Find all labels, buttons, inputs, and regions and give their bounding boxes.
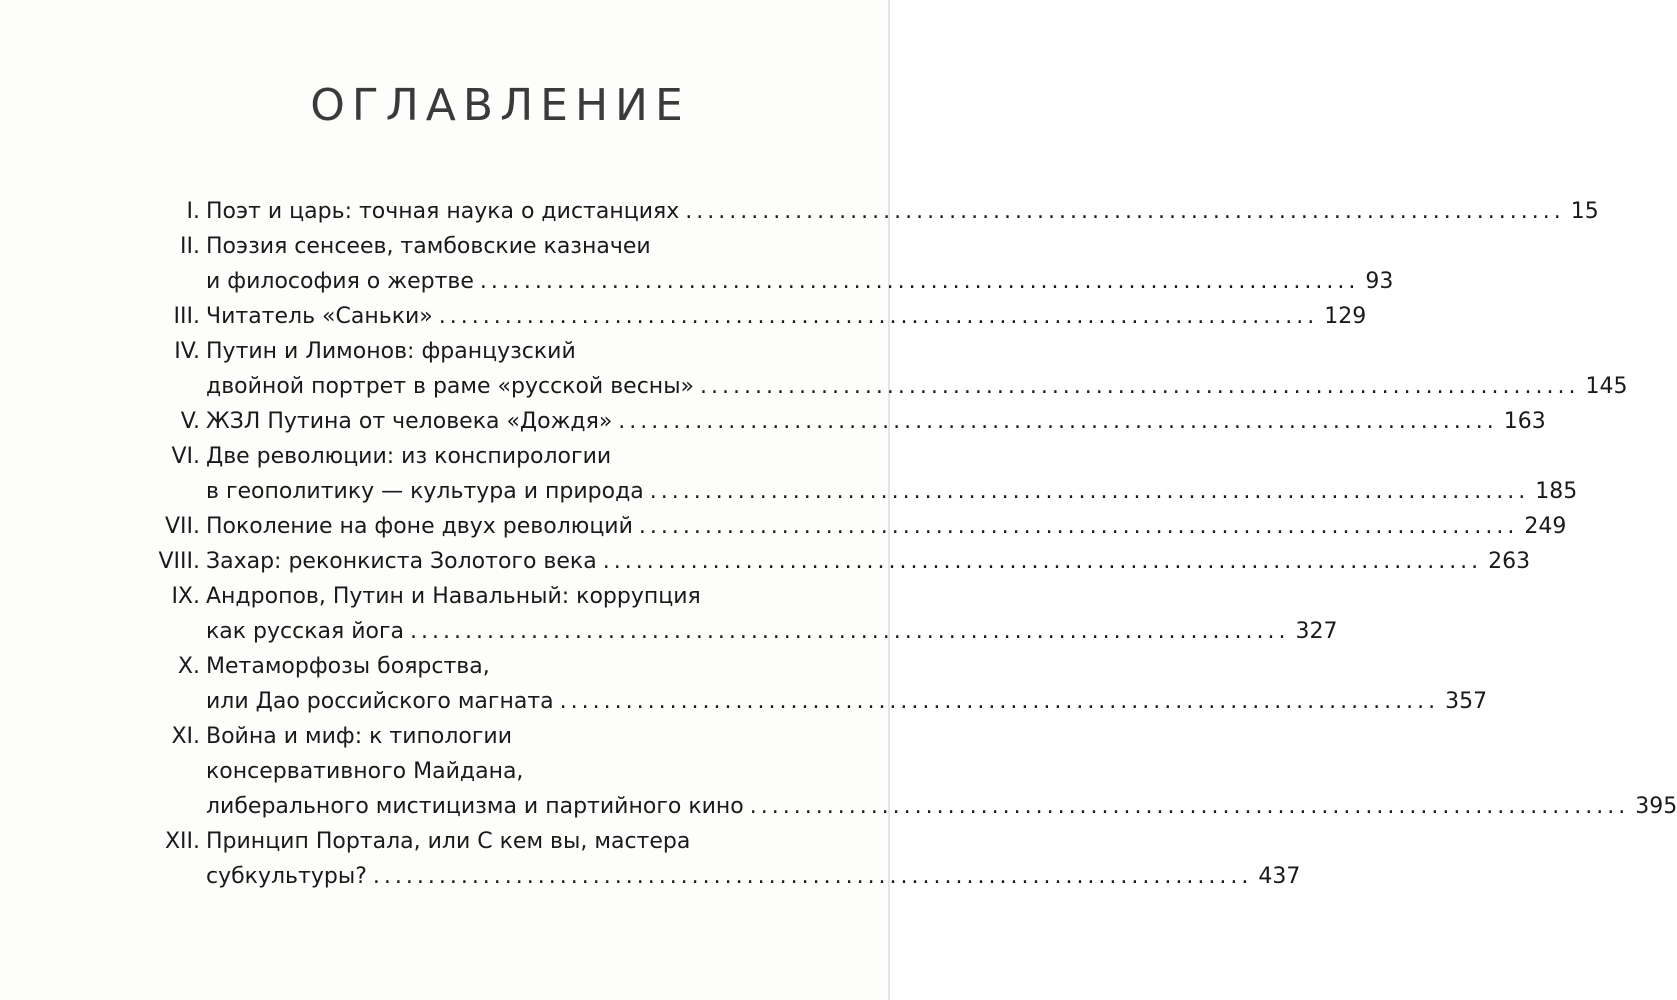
page-number: 263 bbox=[1488, 549, 1531, 574]
chapter-title-line: и философия о жертве bbox=[206, 269, 474, 294]
toc-entry bbox=[0, 544, 1531, 579]
toc-line bbox=[0, 299, 1367, 334]
toc-entry bbox=[0, 229, 1394, 299]
chapter-title-line: консервативного Майдана, bbox=[206, 759, 524, 784]
chapter-title-line: Две революции: из конспирологии bbox=[206, 444, 612, 469]
page-number: 145 bbox=[1585, 374, 1628, 399]
dot-leader: ................................................................................ bbox=[559, 689, 1440, 714]
page-number: 249 bbox=[1524, 514, 1567, 539]
page-number: 395 bbox=[1635, 794, 1677, 819]
toc-line bbox=[0, 334, 1000, 369]
dot-leader: ................................................................................ bbox=[479, 269, 1360, 294]
chapter-title-line: ЖЗЛ Путина от человека «Дождя» bbox=[206, 409, 613, 434]
toc-line bbox=[0, 754, 1000, 789]
toc-line bbox=[0, 824, 1000, 859]
toc-entry bbox=[0, 299, 1367, 334]
toc-line bbox=[0, 789, 1677, 824]
page-number: 93 bbox=[1365, 269, 1394, 294]
toc-entry bbox=[0, 719, 1677, 824]
toc-entry bbox=[0, 404, 1546, 439]
chapter-title-line: двойной портрет в раме «русской весны» bbox=[206, 374, 695, 399]
dot-leader: ................................................................................ bbox=[618, 409, 1498, 434]
toc-entry bbox=[0, 509, 1567, 544]
chapter-number: IX. bbox=[171, 584, 200, 609]
dot-leader: ................................................................................ bbox=[649, 479, 1530, 504]
toc-entry bbox=[0, 194, 1599, 229]
toc-entry bbox=[0, 579, 1338, 649]
chapter-title-line: Андропов, Путин и Навальный: коррупция bbox=[206, 584, 701, 609]
chapter-title-line: Метаморфозы боярства, bbox=[206, 654, 490, 679]
chapter-title-line: Поколение на фоне двух революций bbox=[206, 514, 633, 539]
dot-leader: ................................................................................ bbox=[372, 864, 1253, 889]
dot-leader: ................................................................................ bbox=[749, 794, 1630, 819]
chapter-number: X. bbox=[177, 654, 200, 679]
chapter-number: I. bbox=[186, 199, 200, 224]
chapter-title-line: Принцип Портала, или С кем вы, мастера bbox=[206, 829, 691, 854]
toc-entry bbox=[0, 334, 1628, 404]
toc-line bbox=[0, 649, 1000, 684]
dot-leader: ................................................................................ bbox=[602, 549, 1483, 574]
toc-entry bbox=[0, 439, 1578, 509]
chapter-title-line: субкультуры? bbox=[206, 864, 367, 889]
page-number: 327 bbox=[1295, 619, 1338, 644]
page-number: 357 bbox=[1445, 689, 1488, 714]
toc-line bbox=[0, 544, 1531, 579]
dot-leader: ................................................................................ bbox=[700, 374, 1580, 399]
toc-line bbox=[0, 509, 1567, 544]
toc-line bbox=[0, 614, 1338, 649]
toc-line bbox=[0, 264, 1394, 299]
page-number: 437 bbox=[1258, 864, 1301, 889]
chapter-number: III. bbox=[173, 304, 200, 329]
chapter-title-line: Читатель «Саньки» bbox=[206, 304, 433, 329]
chapter-number: VI. bbox=[171, 444, 200, 469]
chapter-title-line: Путин и Лимонов: французский bbox=[206, 339, 576, 364]
chapter-title-line: Поэт и царь: точная наука о дистанциях bbox=[206, 199, 680, 224]
toc-line bbox=[0, 684, 1488, 719]
toc-line bbox=[0, 859, 1301, 894]
page-title: ОГЛАВЛЕНИЕ bbox=[310, 80, 690, 131]
chapter-number: V. bbox=[180, 409, 200, 434]
page-number: 15 bbox=[1570, 199, 1599, 224]
toc-line bbox=[0, 579, 1000, 614]
toc-line bbox=[0, 719, 1000, 754]
page-number: 163 bbox=[1503, 409, 1546, 434]
chapter-title-line: либерального мистицизма и партийного кино bbox=[206, 794, 744, 819]
chapter-number: VIII. bbox=[158, 549, 200, 574]
chapter-number: II. bbox=[180, 234, 200, 259]
dot-leader: ................................................................................ bbox=[685, 199, 1565, 224]
chapter-title-line: Поэзия сенсеев, тамбовские казначеи bbox=[206, 234, 651, 259]
chapter-title-line: или Дао российского магната bbox=[206, 689, 554, 714]
page-number: 129 bbox=[1324, 304, 1367, 329]
chapter-number: XI. bbox=[171, 724, 200, 749]
dot-leader: ................................................................................ bbox=[638, 514, 1519, 539]
toc-line bbox=[0, 404, 1546, 439]
chapter-title-line: Захар: реконкиста Золотого века bbox=[206, 549, 597, 574]
table-of-contents bbox=[0, 194, 1677, 894]
chapter-number: XII. bbox=[164, 829, 200, 854]
chapter-title-line: в геополитику — культура и природа bbox=[206, 479, 644, 504]
toc-entry bbox=[0, 649, 1488, 719]
toc-line bbox=[0, 229, 1000, 264]
dot-leader: ................................................................................ bbox=[410, 619, 1290, 644]
chapter-title-line: Война и миф: к типологии bbox=[206, 724, 513, 749]
toc-line bbox=[0, 194, 1599, 229]
dot-leader: ................................................................................ bbox=[438, 304, 1319, 329]
toc-line bbox=[0, 369, 1628, 404]
page-number: 185 bbox=[1535, 479, 1578, 504]
chapter-number: IV. bbox=[174, 339, 200, 364]
toc-line bbox=[0, 474, 1578, 509]
toc-entry bbox=[0, 824, 1301, 894]
chapter-title-line: как русская йога bbox=[206, 619, 405, 644]
toc-line bbox=[0, 439, 1000, 474]
chapter-number: VII. bbox=[164, 514, 200, 539]
